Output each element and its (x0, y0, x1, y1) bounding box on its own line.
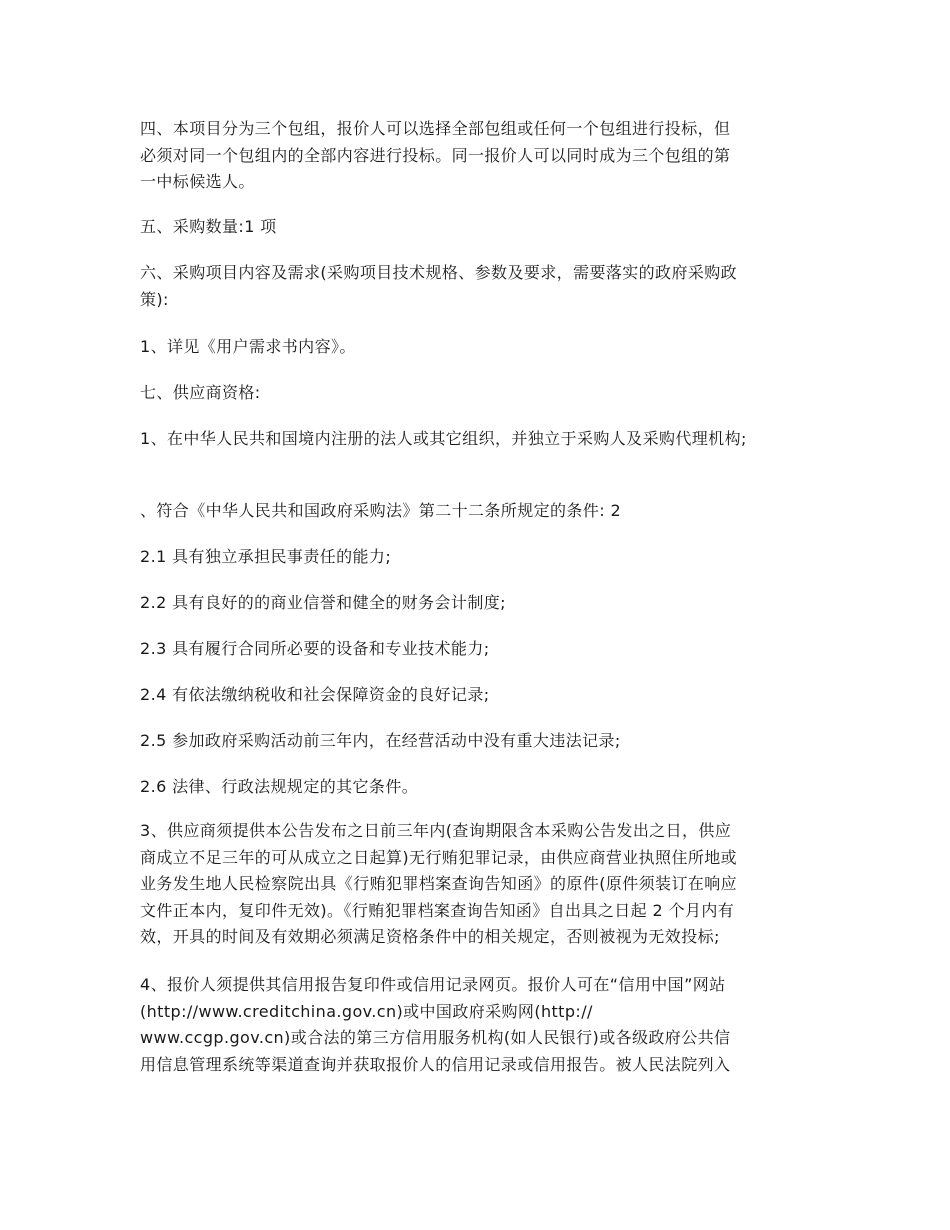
text-line: 业务发生地人民检察院出具《行贿犯罪档案查询告知函》的原件(原件须装订在响应 (140, 874, 738, 893)
text-line: 文件正本内，复印件无效)。《行贿犯罪档案查询告知函》自出具之日起 2 个月内有 (140, 900, 735, 920)
paragraph-section-7-item-3 (140, 818, 820, 951)
text-line: 1、详见《用户需求书内容》。 (140, 337, 356, 356)
paragraph-section-6 (140, 260, 820, 313)
text-line: 2.3 具有履行合同所必要的设备和专业技术能力; (140, 639, 490, 658)
text-line: www.ccgp.gov.cn)或合法的第三方信用服务机构(如人民银行)或各级政府公共信 (140, 1028, 731, 1047)
paragraph-item-2-1 (140, 544, 820, 571)
text-line: 2.2 具有良好的的商业信誉和健全的财务会计制度; (140, 593, 506, 612)
paragraph-item-2-3 (140, 636, 820, 663)
text-line: 策): (140, 289, 169, 309)
paragraph-item-2-6 (140, 774, 820, 801)
text-line: 、符合《中华人民共和国政府采购法》第二十二条所规定的条件: 2 (140, 501, 622, 520)
text-line: (http://www.creditchina.gov.cn)或中国政府采购网(http:// (140, 1001, 593, 1021)
text-line: 3、供应商须提供本公告发布之日前三年内(查询期限含本采购公告发出之日，供应 (140, 821, 732, 840)
text-line: 2.5 参加政府采购活动前三年内，在经营活动中没有重大违法记录; (140, 731, 621, 750)
text-line: 效，开具的时间及有效期必须满足资格条件中的相关规定，否则被视为无效投标; (140, 927, 720, 946)
paragraph-item-2-2 (140, 590, 820, 617)
text-line: 商成立不足三年的可从成立之日起算)无行贿犯罪记录，由供应商营业执照住所地或 (140, 847, 738, 867)
paragraph-section-7-item-4 (140, 972, 820, 1078)
paragraph-section-5 (140, 214, 820, 241)
text-line: 1、在中华人民共和国境内注册的法人或其它组织，并独立于采购人及采购代理机构; (140, 429, 747, 448)
text-line: 必须对同一个包组内的全部内容进行投标。同一报价人可以同时成为三个包组的第 (140, 145, 731, 165)
text-line: 用信息管理系统等渠道查询并获取报价人的信用记录或信用报告。被人民法院列入 (140, 1054, 731, 1074)
text-line: 2.6 法律、行政法规规定的其它条件。 (140, 777, 419, 796)
text-line: 2.4 有依法缴纳税收和社会保障资金的良好记录; (140, 685, 490, 704)
text-line: 七、供应商资格: (140, 383, 261, 402)
text-line: 4、报价人须提供其信用报告复印件或信用记录网页。报价人可在“信用中国”网站 (140, 975, 726, 994)
paragraph-section-7-item-2 (140, 498, 820, 525)
text-line: 四、本项目分为三个包组，报价人可以选择全部包组或任何一个包组进行投标，但 (140, 119, 731, 138)
paragraph-section-7 (140, 380, 820, 407)
text-line: 五、采购数量:1 项 (140, 217, 277, 236)
paragraph-item-2-4 (140, 682, 820, 709)
paragraph-item-2-5 (140, 728, 820, 755)
text-line: 2.1 具有独立承担民事责任的能力; (140, 547, 392, 566)
paragraph-section-7-item-1 (140, 426, 820, 453)
paragraph-section-6-item-1 (140, 334, 820, 361)
paragraph-section-4 (140, 116, 820, 196)
text-line: 一中标候选人。 (140, 172, 255, 191)
text-line: 六、采购项目内容及需求(采购项目技术规格、参数及要求，需要落实的政府采购政 (140, 263, 738, 282)
